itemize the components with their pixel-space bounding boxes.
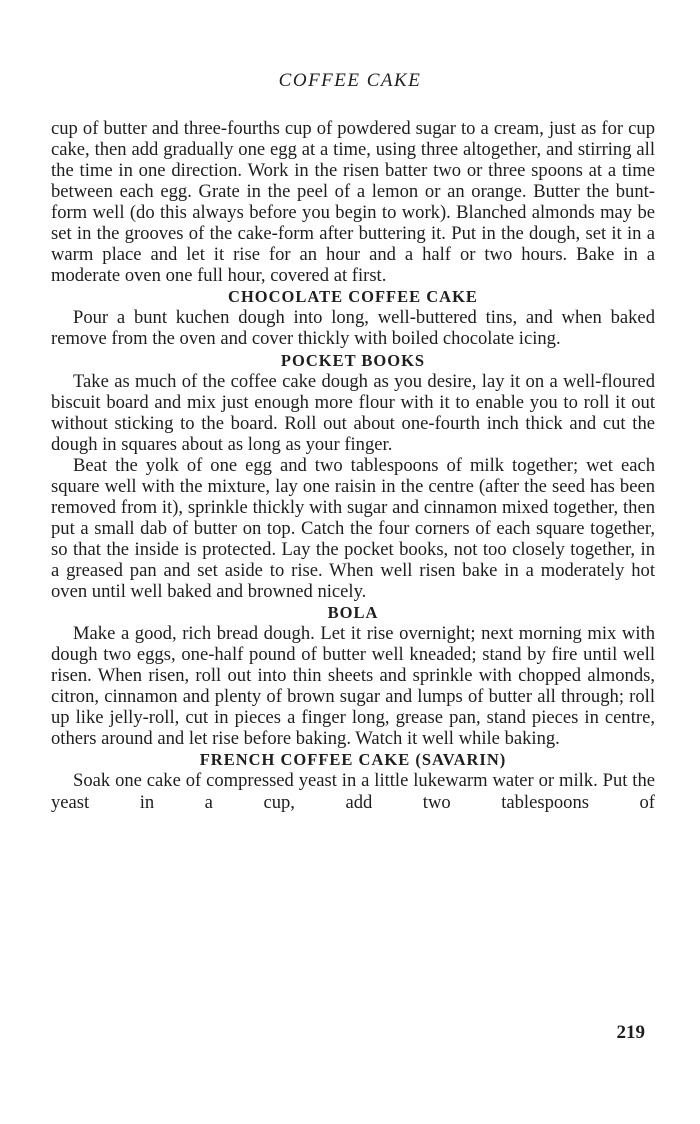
section-heading: BOLA — [327, 603, 379, 623]
paragraph: Make a good, rich bread dough. Let it rise overnight; next morning mix with dough two eggs, one-half pound of butter well kneaded; stand by fire until well risen. When risen, roll out into thin sheets and sprinkle with chopped almonds, citron, cinnamon and plenty of brown sugar and lumps of butter all through; roll up like jelly-roll, cut in pieces a finger long, grease pan, stand pieces in centre, others around and let rise before baking. Watch it well while baking. — [51, 623, 655, 750]
section-heading: CHOCOLATE COFFEE CAKE — [228, 287, 478, 307]
section-french-coffee-cake — [51, 749, 655, 812]
paragraph: Take as much of the coffee cake dough as you desire, lay it on a well-floured biscuit board and mix just enough more flour with it to enable you to roll it out without sticking to the board. Roll out about one-fourth inch thick and cut the dough in squares about as long as your finger. — [51, 370, 655, 455]
section-bola — [51, 602, 655, 749]
page-number: 219 — [616, 1022, 645, 1043]
section-heading: POCKET BOOKS — [280, 350, 426, 370]
paragraph: Beat the yolk of one egg and two tablespoons of milk together; wet each square well with the mixture, lay one raisin in the centre (after the seed has been removed from it), sprinkle thickly with sugar and cinnamon mixed together, then put a small dab of butter on top. Catch the four corners of each square together, so that the inside is protected. Lay the pocket books, not too closely together, in a greased pan and set aside to rise. When well risen bake in a moderately hot oven until well baked and browned nicely. — [51, 454, 655, 603]
section-pocket-books — [51, 350, 655, 603]
page-body — [51, 118, 655, 813]
running-head: COFFEE CAKE — [278, 70, 422, 91]
paragraph: cup of butter and three-fourths cup of powdered sugar to a cream, just as for cup cake, then add gradually one egg at a time, using three altogether, and stirring all the time in one direction. Work in the risen batter two or three spoons at a time between each egg. Grate in the peel of a lemon or an orange. Butter the bunt-form well (do this always before you begin to work). Blanched almonds may be set in the grooves of the cake-form after buttering it. Put in the dough, set it in a warm place and let it rise for an hour and a half or two hours. Bake in a moderate oven one full hour, covered at first. — [51, 118, 655, 287]
paragraph: Pour a bunt kuchen dough into long, well-buttered tins, and when baked remove from the oven and cover thickly with boiled chocolate icing. — [51, 307, 655, 350]
section-chocolate-coffee-cake — [51, 286, 655, 349]
paragraph: Soak one cake of compressed yeast in a little lukewarm water or milk. Put the yeast in a cup, add two tablespoons of — [51, 770, 655, 813]
section-continuation — [51, 118, 655, 286]
section-heading: FRENCH COFFEE CAKE (SAVARIN) — [199, 750, 507, 770]
